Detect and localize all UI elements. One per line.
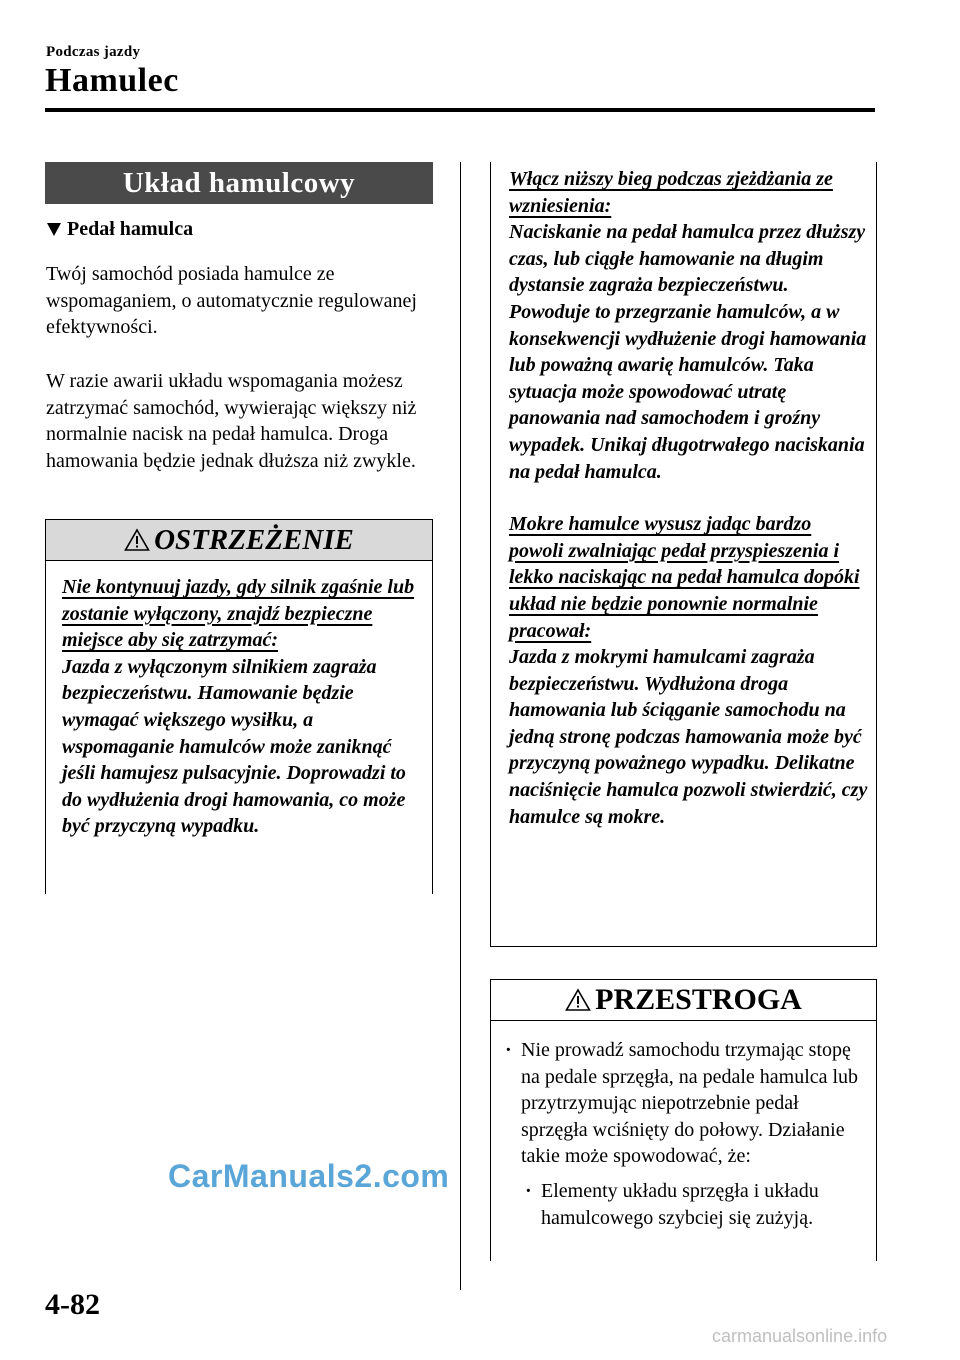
section-banner: Układ hamulcowy bbox=[45, 162, 433, 204]
warning-box-continued bbox=[490, 162, 877, 947]
paragraph-1: Twój samochód posiada hamulce ze wspomaganiem, o automatycznie regulowanej efektywności. bbox=[46, 263, 417, 339]
warning-triangle-icon bbox=[124, 528, 150, 552]
watermark: CarManuals2.com bbox=[168, 1158, 450, 1194]
bullet-glyph: · bbox=[505, 1039, 512, 1061]
page-title: Hamulec bbox=[45, 62, 179, 99]
paragraph-2: W razie awarii układu wspomagania możesz zatrzymać samochód, wywierając większy niż normalnie nacisk na pedał hamulca. Droga hamowania będzie jednak dłuższa niż zwykle. bbox=[46, 370, 417, 472]
triangle-marker-icon bbox=[47, 223, 61, 236]
warning-item2-heading: Włącz niższy bieg podczas zjeżdżania ze wzniesienia: bbox=[509, 168, 833, 217]
breadcrumb: Podczas jazdy bbox=[46, 44, 141, 60]
page-number: 4-82 bbox=[45, 1288, 100, 1321]
warning-item3-heading: Mokre hamulce wysusz jadąc bardzo powoli zwalniając pedał przyspieszenia i lekko naciskając na pedał hamulca dopóki układ nie będzie ponownie normalnie pracował: bbox=[509, 513, 860, 642]
caution-sub-bullet-1-text: Elementy układu sprzęgła i układu hamulcowego szybciej się zużyją. bbox=[541, 1179, 819, 1229]
warning-triangle-icon bbox=[565, 988, 591, 1012]
bullet-glyph: · bbox=[525, 1179, 532, 1202]
warning-box bbox=[45, 519, 433, 894]
caution-header bbox=[491, 979, 876, 1021]
warning-header bbox=[46, 519, 432, 561]
caution-bullet-1 bbox=[505, 1037, 861, 1170]
subsection-title: Pedał hamulca bbox=[67, 218, 194, 240]
footer-watermark: carmanualsonline.info bbox=[712, 1326, 888, 1346]
caution-title: PRZESTROGA bbox=[595, 983, 802, 1016]
warning-item2-body: Naciskanie na pedał hamulca przez dłuższy czas, lub ciągłe hamowanie na długim dystansie zagraża bezpieczeństwu. Powoduje to przegrzanie hamulców, a w konsekwencji wydłużenie drogi hamowania lub poważną awarię hamulców. Taka sytuacja może spowodować utratę panowania nad samochodem i groźny wypadek. Unikaj długotrwałego naciskania na pedał hamulca. bbox=[509, 221, 867, 483]
subsection-heading bbox=[47, 218, 193, 241]
column-divider bbox=[460, 162, 461, 1290]
warning-body bbox=[62, 574, 422, 840]
caution-sub-bullet-1 bbox=[525, 1178, 861, 1231]
caution-box bbox=[490, 979, 877, 1261]
caution-body bbox=[505, 1037, 861, 1231]
warning-item1-body: Jazda z wyłączonym silnikiem zagraża bezpieczeństwu. Hamowanie będzie wymagać większego wysiłku, a wspomaganie hamulców może zaniknąć jeśli hamujesz pulsacyjnie. Doprowadzi to do wydłużenia drogi hamowania, co może być przyczyną wypadku. bbox=[62, 655, 406, 838]
warning-item1-heading: Nie kontynuuj jazdy, gdy silnik zgaśnie lub zostanie wyłączony, znajdź bezpieczne miejsce aby się zatrzymać: bbox=[62, 576, 415, 652]
warning-continued-body bbox=[509, 166, 869, 830]
warning-item3-body: Jazda z mokrymi hamulcami zagraża bezpieczeństwu. Wydłużona droga hamowania lub ściąganie samochodu na jedną stronę podczas hamowania może być przyczyną poważnego wypadku. Delikatne naciśnięcie hamulca pozwoli stwierdzić, czy hamulce są mokre. bbox=[509, 646, 868, 828]
header-rule bbox=[45, 108, 875, 112]
warning-title: OSTRZEŻENIE bbox=[154, 523, 354, 556]
caution-bullet-1-text: Nie prowadź samochodu trzymając stopę na pedale sprzęgła, na pedale hamulca lub przytrzymując niepotrzebnie pedał sprzęgła wciśnięty do połowy. Działanie takie może spowodować, że: bbox=[521, 1039, 859, 1168]
